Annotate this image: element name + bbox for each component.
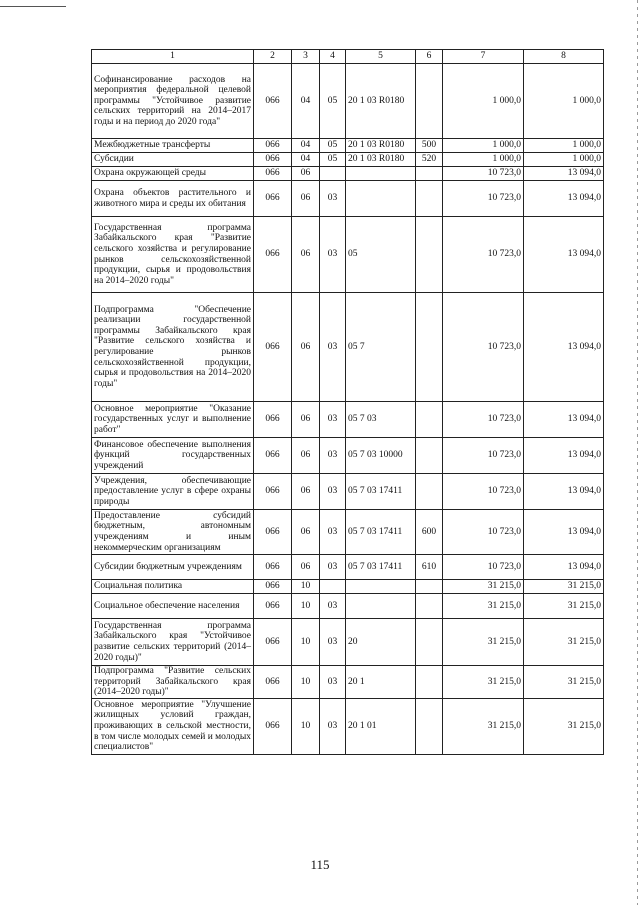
row-gr: 066 [254,293,292,402]
row-value-2017: 1 000,0 [443,64,524,139]
row-csr: 05 7 03 [346,402,416,438]
row-rz: 10 [292,580,320,594]
row-pr: 03 [320,181,346,217]
row-value-2018: 13 094,0 [524,181,604,217]
row-pr: 05 [320,153,346,167]
row-name: Подпрограмма "Развитие сельских территорий Забайкальского края (2014–2020 годы)" [92,666,254,699]
row-rz: 10 [292,619,320,666]
row-value-2018: 1 000,0 [524,139,604,153]
table-row [92,555,604,580]
row-vr [416,474,443,510]
row-rz: 04 [292,139,320,153]
budget-table [91,49,604,755]
row-gr: 066 [254,510,292,555]
row-value-2017: 1 000,0 [443,139,524,153]
row-name: Социальная политика [92,580,254,594]
table-row [92,139,604,153]
row-value-2017: 10 723,0 [443,474,524,510]
row-value-2017: 10 723,0 [443,217,524,293]
row-rz: 06 [292,181,320,217]
row-value-2017: 10 723,0 [443,181,524,217]
row-pr: 05 [320,64,346,139]
row-vr [416,666,443,699]
row-value-2017: 10 723,0 [443,510,524,555]
row-pr [320,167,346,181]
row-name: Основное мероприятие "Оказание государственных услуг и выполнение работ" [92,402,254,438]
row-vr: 500 [416,139,443,153]
col-header: 6 [416,50,443,64]
row-value-2017: 31 215,0 [443,666,524,699]
row-rz: 06 [292,402,320,438]
row-csr: 20 1 01 [346,698,416,754]
row-rz: 04 [292,153,320,167]
row-name: Софинансирование расходов на мероприятия федеральной целевой программы "Устойчивое развитие сельских территорий на 2014–2017 годы и на период до 2020 года" [92,64,254,139]
row-gr: 066 [254,555,292,580]
row-name: Предоставление субсидий бюджетным, автономным учреждениям и иным некоммерческим организациям [92,510,254,555]
row-rz: 06 [292,167,320,181]
table-row [92,64,604,139]
row-value-2017: 10 723,0 [443,555,524,580]
row-vr: 600 [416,510,443,555]
row-csr: 20 [346,619,416,666]
row-gr: 066 [254,217,292,293]
row-value-2018: 13 094,0 [524,293,604,402]
row-vr: 520 [416,153,443,167]
row-value-2018: 31 215,0 [524,666,604,699]
row-value-2017: 1 000,0 [443,153,524,167]
top-rule [0,6,66,7]
row-value-2018: 13 094,0 [524,167,604,181]
row-rz: 06 [292,438,320,474]
row-name: Финансовое обеспечение выполнения функций государственных учреждений [92,438,254,474]
row-csr: 05 7 03 17411 [346,555,416,580]
row-rz: 10 [292,594,320,619]
row-name: Подпрограмма "Обеспечение реализации государственной программы Забайкальского края "Развитие сельского хозяйства и регулирование рынков сельскохозяйственной продукции, сырья и продовольствия на 2014–2020 годы" [92,293,254,402]
row-csr: 20 1 03 R0180 [346,139,416,153]
row-csr: 20 1 [346,666,416,699]
row-value-2018: 13 094,0 [524,510,604,555]
col-header: 2 [254,50,292,64]
row-value-2017: 10 723,0 [443,402,524,438]
table-row [92,167,604,181]
row-value-2017: 31 215,0 [443,594,524,619]
row-pr: 03 [320,402,346,438]
row-rz: 06 [292,474,320,510]
row-rz: 06 [292,510,320,555]
row-rz: 10 [292,666,320,699]
row-gr: 066 [254,438,292,474]
row-csr: 05 7 03 10000 [346,438,416,474]
row-gr: 066 [254,666,292,699]
row-name: Межбюджетные трансферты [92,139,254,153]
row-name: Основное мероприятие "Улучшение жилищных условий граждан, проживающих в сельской местности, в том числе молодых семей и молодых специалистов" [92,698,254,754]
table-row [92,619,604,666]
row-rz: 06 [292,293,320,402]
row-name: Государственная программа Забайкальского края "Развитие сельского хозяйства и регулирование рынков сельскохозяйственной продукции, сырья и продовольствия на 2014–2020 годы" [92,217,254,293]
row-value-2018: 13 094,0 [524,402,604,438]
row-name: Субсидии [92,153,254,167]
row-pr: 03 [320,510,346,555]
row-vr [416,167,443,181]
row-value-2018: 1 000,0 [524,64,604,139]
row-gr: 066 [254,153,292,167]
row-gr: 066 [254,139,292,153]
table-row [92,402,604,438]
row-vr: 610 [416,555,443,580]
row-csr [346,580,416,594]
row-gr: 066 [254,594,292,619]
row-gr: 066 [254,474,292,510]
row-vr [416,293,443,402]
row-pr: 03 [320,217,346,293]
row-pr: 03 [320,555,346,580]
row-rz: 10 [292,698,320,754]
row-value-2018: 31 215,0 [524,698,604,754]
row-value-2018: 1 000,0 [524,153,604,167]
row-value-2017: 31 215,0 [443,619,524,666]
col-header: 4 [320,50,346,64]
row-vr [416,438,443,474]
row-value-2018: 13 094,0 [524,555,604,580]
row-vr [416,594,443,619]
row-gr: 066 [254,580,292,594]
scan-edge [637,0,638,905]
row-vr [416,64,443,139]
row-pr: 03 [320,594,346,619]
row-value-2018: 31 215,0 [524,580,604,594]
row-csr: 05 [346,217,416,293]
table-row [92,474,604,510]
row-csr: 20 1 03 R0180 [346,64,416,139]
table-row [92,438,604,474]
row-value-2017: 10 723,0 [443,293,524,402]
row-vr [416,402,443,438]
row-pr [320,580,346,594]
row-gr: 066 [254,698,292,754]
row-csr [346,181,416,217]
col-header: 8 [524,50,604,64]
row-gr: 066 [254,402,292,438]
row-value-2018: 13 094,0 [524,438,604,474]
col-header: 3 [292,50,320,64]
row-name: Социальное обеспечение населения [92,594,254,619]
row-csr: 05 7 03 17411 [346,510,416,555]
row-vr [416,217,443,293]
header-row [92,50,604,64]
row-csr [346,167,416,181]
row-vr [416,619,443,666]
row-pr: 03 [320,293,346,402]
row-gr: 066 [254,64,292,139]
row-csr: 05 7 [346,293,416,402]
row-gr: 066 [254,181,292,217]
row-csr: 20 1 03 R0180 [346,153,416,167]
row-gr: 066 [254,167,292,181]
row-csr [346,594,416,619]
row-pr: 05 [320,139,346,153]
row-pr: 03 [320,698,346,754]
row-value-2018: 13 094,0 [524,217,604,293]
row-rz: 06 [292,217,320,293]
row-name: Государственная программа Забайкальского края "Устойчивое развитие сельских территорий (2014–2020 годы)" [92,619,254,666]
row-name: Охрана окружающей среды [92,167,254,181]
table-row [92,666,604,699]
row-value-2017: 31 215,0 [443,698,524,754]
row-value-2018: 13 094,0 [524,474,604,510]
row-value-2017: 10 723,0 [443,438,524,474]
table-row [92,153,604,167]
row-pr: 03 [320,666,346,699]
row-name: Охрана объектов растительного и животного мира и среды их обитания [92,181,254,217]
row-name: Субсидии бюджетным учреждениям [92,555,254,580]
col-header: 1 [92,50,254,64]
row-value-2017: 10 723,0 [443,167,524,181]
table-row [92,510,604,555]
row-rz: 04 [292,64,320,139]
row-vr [416,181,443,217]
row-value-2017: 31 215,0 [443,580,524,594]
row-vr [416,580,443,594]
row-name: Учреждения, обеспечивающие предоставление услуг в сфере охраны природы [92,474,254,510]
row-vr [416,698,443,754]
row-value-2018: 31 215,0 [524,619,604,666]
row-pr: 03 [320,474,346,510]
table-row [92,594,604,619]
table-row [92,580,604,594]
table-row [92,698,604,754]
row-csr: 05 7 03 17411 [346,474,416,510]
col-header: 5 [346,50,416,64]
table-row [92,181,604,217]
table-row [92,293,604,402]
table-row [92,217,604,293]
row-rz: 06 [292,555,320,580]
row-pr: 03 [320,438,346,474]
row-value-2018: 31 215,0 [524,594,604,619]
page-number: 115 [310,857,330,872]
col-header: 7 [443,50,524,64]
row-gr: 066 [254,619,292,666]
row-pr: 03 [320,619,346,666]
